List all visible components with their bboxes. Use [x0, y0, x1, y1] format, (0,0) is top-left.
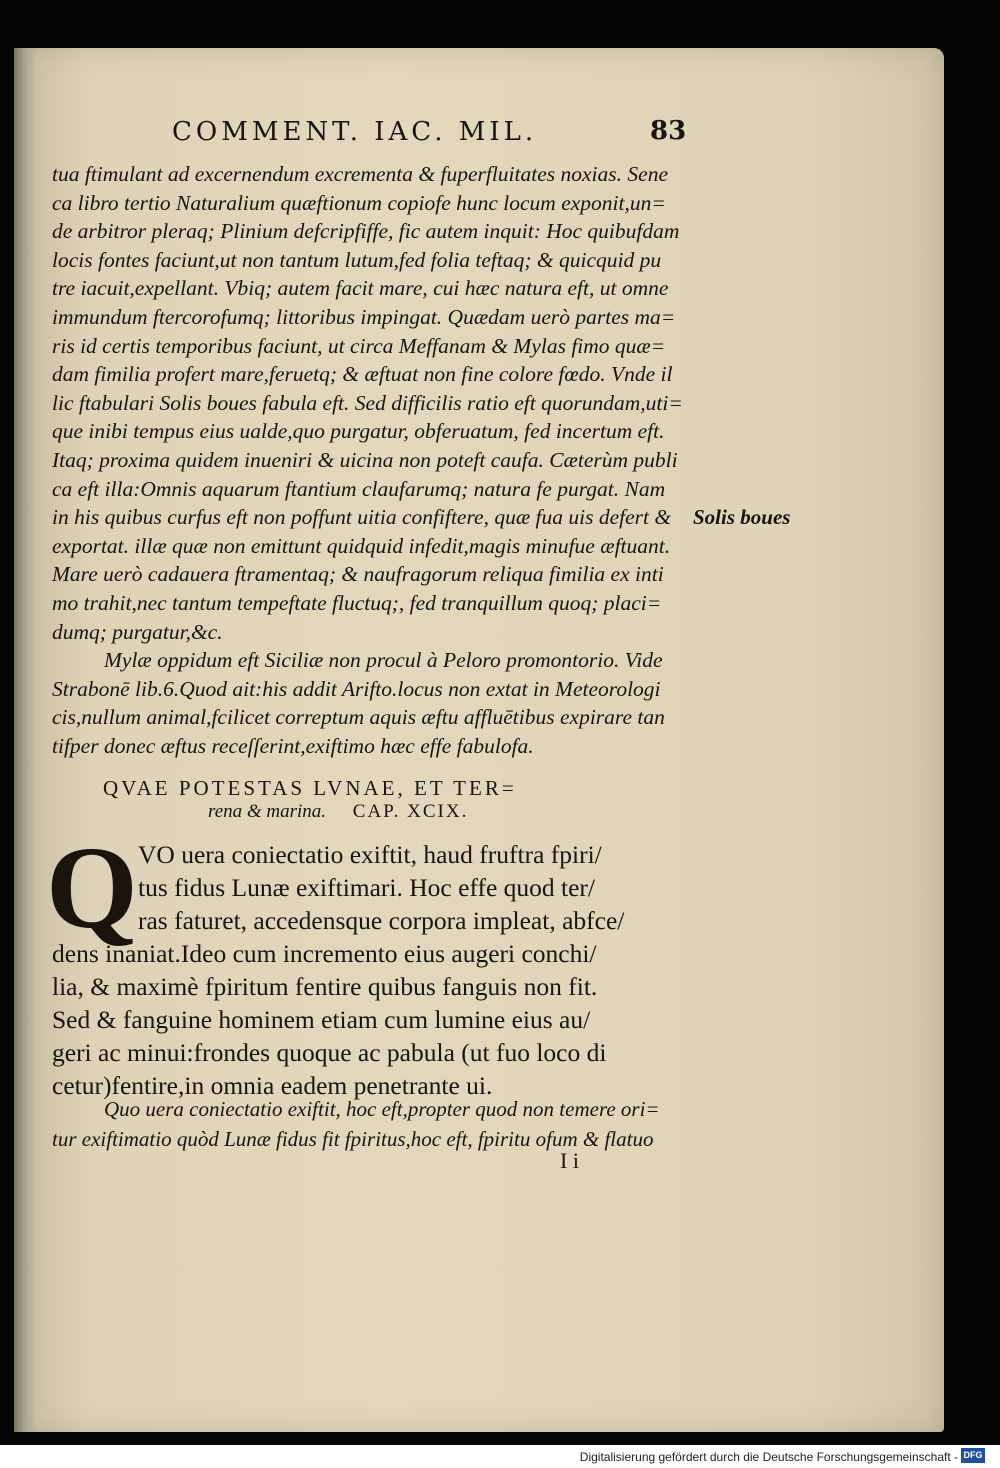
- commentary-line: que inibi tempus eius ualde,quo purgatur, obferuatum, fed incertum eft.: [52, 419, 665, 444]
- initial-letter: Q: [46, 822, 138, 953]
- text-line: tus fidus Lunæ exiftimari. Hoc effe quod ter/: [138, 873, 596, 902]
- page-number: 83: [650, 116, 687, 146]
- chapter-number: CAP. XCIX.: [352, 801, 469, 822]
- commentary-line: tur exiftimatio quòd Lunæ fidus fit fpiritus,hoc eft, fpiritu ofum & flatuo: [52, 1127, 654, 1151]
- text-line: Sed & fanguine hominem etiam cum lumine eius au/: [52, 1005, 591, 1034]
- marginal-note: Solis boues: [693, 505, 791, 529]
- text-line: lia, & maximè fpiritum fentire quibus fanguis non fit.: [52, 972, 598, 1001]
- footer-credit: Digitalisierung gefördert durch die Deutsche Forschungsgemeinschaft -: [579, 1450, 958, 1464]
- chapter-title-line: QVAE POTESTAS LVNAE, ET TER=: [103, 776, 517, 800]
- chapter-heading: [103, 776, 517, 823]
- chapter-subtitle: rena & marina.: [208, 801, 327, 822]
- signature-mark: I i: [560, 1148, 579, 1173]
- commentary-line: Quo uera coniectatio exiftit, hoc eft,propter quod non temere ori=: [104, 1097, 660, 1121]
- commentary-line: immundum ftercorofumq; littoribus impingat. Quædam uerò partes ma=: [52, 304, 676, 329]
- commentary-line: Itaq; proxima quidem inueniri & uicina non poteft caufa. Cæterùm publi: [52, 447, 678, 472]
- commentary-line: mo trahit,nec tantum tempeftate fluctuq;, fed tranquillum quoq; placi=: [52, 590, 662, 615]
- commentary-line: tre iacuit,expellant. Vbiq; autem facit mare, cui hæc natura eft, ut omne: [52, 276, 669, 301]
- commentary-line: de arbitror pleraq; Plinium defcripfiffe, fic autem inquit: Hoc quibufdam: [52, 219, 680, 244]
- page-gutter: [14, 48, 36, 1432]
- commentary-line: Mylæ oppidum eft Siciliæ non procul à Peloro promontorio. Vide: [104, 648, 663, 673]
- commentary-line: dumq; purgatur,&c.: [52, 619, 223, 644]
- commentary-bottom: [52, 1094, 692, 1154]
- commentary-line: Strabonē lib.6.Quod ait:his addit Arifto.locus non extat in Meteorologi: [52, 676, 661, 701]
- commentary-line: tifper donec æftus receſſerint,exiftimo hæc effe fabulofa.: [52, 733, 534, 758]
- text-line: ras faturet, accedensque corpora impleat, abfce/: [138, 906, 625, 935]
- main-text: [52, 838, 692, 1102]
- commentary-line: ca libro tertio Naturalium quæftionum copiofe hunc locum exponit,un=: [52, 190, 666, 215]
- text-line: dens inaniat.Ideo cum incremento eius augeri conchi/: [52, 939, 597, 968]
- commentary-line: in his quibus curfus eft non poffunt uitia confiftere, quæ fua uis defert &: [52, 505, 672, 530]
- commentary-line: ca eft illa:Omnis aquarum ftantium claufarumq; natura fe purgat. Nam: [52, 476, 666, 501]
- dfg-logo: DFG: [961, 1448, 985, 1463]
- text-line: geri ac minui:frondes quoque ac pabula (ut fuo loco di: [52, 1038, 607, 1067]
- commentary-line: tua ftimulant ad excernendum excrementa & fuperfluitates noxias. Sene: [52, 162, 668, 186]
- commentary-line: lic ftabulari Solis boues fabula eft. Sed difficilis ratio eft quorundam,uti=: [52, 390, 683, 415]
- chapter-subtitle-line: [103, 801, 517, 823]
- text-line: cetur)fentire,in omnia eadem penetrante ui.: [52, 1071, 493, 1100]
- commentary-top: [52, 160, 692, 760]
- running-head: COMMENT. IAC. MIL.: [172, 117, 538, 147]
- text-line: VO uera coniectatio exiftit, haud fruftra fpiri/: [138, 840, 602, 869]
- commentary-line: exportat. illæ quæ non emittunt quidquid infedit,magis minufue æftuant.: [52, 533, 671, 558]
- commentary-line: ris id certis temporibus faciunt, ut circa Meffanam & Mylas fimo quæ=: [52, 333, 666, 358]
- commentary-line: locis fontes faciunt,ut non tantum lutum,fed folia teftaq; & quicquid pu: [52, 247, 662, 272]
- commentary-line: Mare uerò cadauera ftramentaq; & naufragorum reliqua fimilia ex inti: [52, 562, 664, 587]
- commentary-line: dam fimilia profert mare,feruetq; & æftuat non fine colore fœdo. Vnde il: [52, 362, 673, 387]
- commentary-line: cis,nullum animal,fcilicet correptum aquis æftu affluētibus expirare tan: [52, 705, 665, 730]
